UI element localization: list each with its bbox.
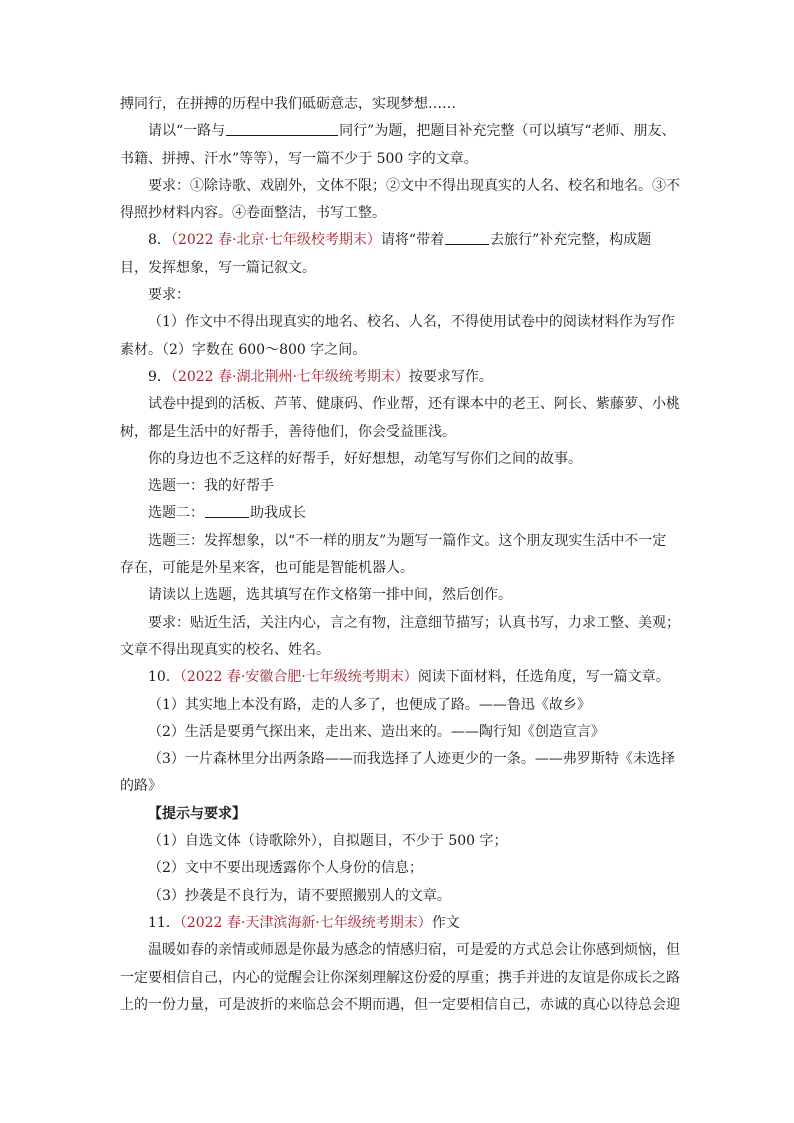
question-11-heading bbox=[120, 910, 680, 937]
text-segment: 作文 bbox=[431, 914, 460, 931]
text-segment: 去旅行”补充完整，构成题 bbox=[490, 232, 652, 249]
text-line: （1）作文中不得出现真实的地名、校名、人名，不得使用试卷中的阅读材料作为写作 bbox=[148, 314, 675, 331]
question-8-heading bbox=[120, 227, 680, 254]
fill-blank bbox=[226, 120, 338, 136]
text-line: 树，都是生活中的好帮手，善待他们，你会受益匪浅。 bbox=[120, 423, 456, 440]
text-line: 存在，可能是外星来客，也可能是智能机器人。 bbox=[120, 560, 414, 577]
text-line: （2）生活是要勇气探出来，走出来、造出来的。——陶行知《创造宣言》 bbox=[148, 723, 605, 740]
text-line: 一定要相信自己，内心的觉醒会让你深刻理解这份爱的厚重；携手并进的友谊是你成长之路 bbox=[120, 969, 680, 986]
fill-blank bbox=[445, 229, 489, 245]
text-line: 得照抄材料内容。④卷面整洁，书写工整。 bbox=[120, 205, 386, 222]
text-line: （1）自选文体（诗歌除外），自拟题目，不少于 500 字； bbox=[148, 833, 508, 850]
question-number: 10． bbox=[148, 669, 180, 686]
question-9-heading bbox=[120, 364, 680, 391]
text-line: 素材。（2）字数在 600～800 字之间。 bbox=[120, 341, 367, 358]
text-segment: 请以“一路与 bbox=[148, 123, 226, 140]
fill-blank bbox=[205, 502, 249, 518]
text-segment: 同行”为题，把题目补充完整（可以填写“老师、朋友、 bbox=[339, 123, 676, 140]
q7-prompt bbox=[120, 118, 680, 145]
text-line: （2）文中不要出现透露你个人身份的信息； bbox=[148, 860, 423, 877]
text-line: 上的一份力量，可是波折的来临总会不期而遇，但一定要相信自己，赤诚的真心以待总会迎 bbox=[120, 996, 680, 1013]
question-source: （2022 春·安徽合肥·七年级统考期末） bbox=[179, 669, 418, 686]
text-segment: 助我成长 bbox=[250, 505, 306, 522]
text-line: 温暖如春的亲情或师恩是你最为感念的情感归宿，可是爱的方式总会让你感到烦恼，但 bbox=[148, 942, 680, 959]
text-line: 目，发挥想象，写一篇记叙文。 bbox=[120, 259, 316, 276]
text-line: 你的身边也不乏这样的好帮手，好好想想，动笔写写你们之间的故事。 bbox=[148, 450, 582, 467]
text-line: 要求：贴近生活，关注内心，言之有物，注意细节描写；认真书写，力求工整、美观； bbox=[148, 614, 680, 631]
text-segment: 阅读下面材料，任选角度，写一篇文章。 bbox=[417, 669, 670, 686]
text-segment: 按要求写作。 bbox=[408, 368, 493, 385]
text-segment: 选题二： bbox=[148, 505, 204, 522]
question-source: （2022 春·湖北荆州·七年级统考期末） bbox=[170, 368, 409, 385]
question-10-heading bbox=[120, 664, 680, 691]
text-line: （1）其实地上本没有路，走的人多了，也便成了路。——鲁迅《故乡》 bbox=[148, 696, 591, 713]
text-line: 试卷中提到的活板、芦苇、健康码、作业帮，还有课本中的老王、阿长、紫藤萝、小桃 bbox=[148, 396, 680, 413]
question-source: （2022 春·北京·七年级校考期末） bbox=[170, 232, 381, 249]
question-number: 9． bbox=[148, 368, 171, 385]
document-body bbox=[120, 91, 680, 1019]
topic-2-line bbox=[120, 500, 680, 527]
text-line: （3）抄袭是不良行为，请不要照搬别人的文章。 bbox=[148, 887, 451, 904]
text-line: 搏同行，在拼搏的历程中我们砥砺意志，实现梦想…… bbox=[120, 96, 456, 112]
text-line: 请读以上选题，选其填写在作文格第一排中间，然后创作。 bbox=[148, 587, 512, 604]
question-number: 11． bbox=[148, 914, 180, 931]
text-line: 要求：①除诗歌、戏剧外，文体不限；②文中不得出现真实的人名、校名和地名。③不 bbox=[148, 177, 680, 194]
text-line: （3）一片森林里分出两条路——而我选择了人迹更少的一条。——弗罗斯特《未选择 bbox=[148, 751, 675, 768]
text-segment: 请将“带着 bbox=[380, 232, 445, 249]
question-source: （2022 春·天津滨海新·七年级统考期末） bbox=[179, 914, 432, 931]
text-line: 文章不得出现真实的校名、姓名。 bbox=[120, 641, 330, 658]
text-line: 的路》 bbox=[120, 778, 162, 795]
text-line: 书籍、拼搏、汗水”等等），写一篇不少于 500 字的文章。 bbox=[120, 150, 478, 167]
question-number: 8． bbox=[148, 232, 171, 249]
text-line: 要求： bbox=[148, 287, 190, 304]
section-heading: 【提示与要求】 bbox=[148, 805, 246, 822]
text-line: 选题三：发挥想象，以“不一样的朋友”为题写一篇作文。这个朋友现实生活中不一定 bbox=[148, 532, 667, 549]
text-line: 选题一：我的好帮手 bbox=[148, 478, 274, 495]
